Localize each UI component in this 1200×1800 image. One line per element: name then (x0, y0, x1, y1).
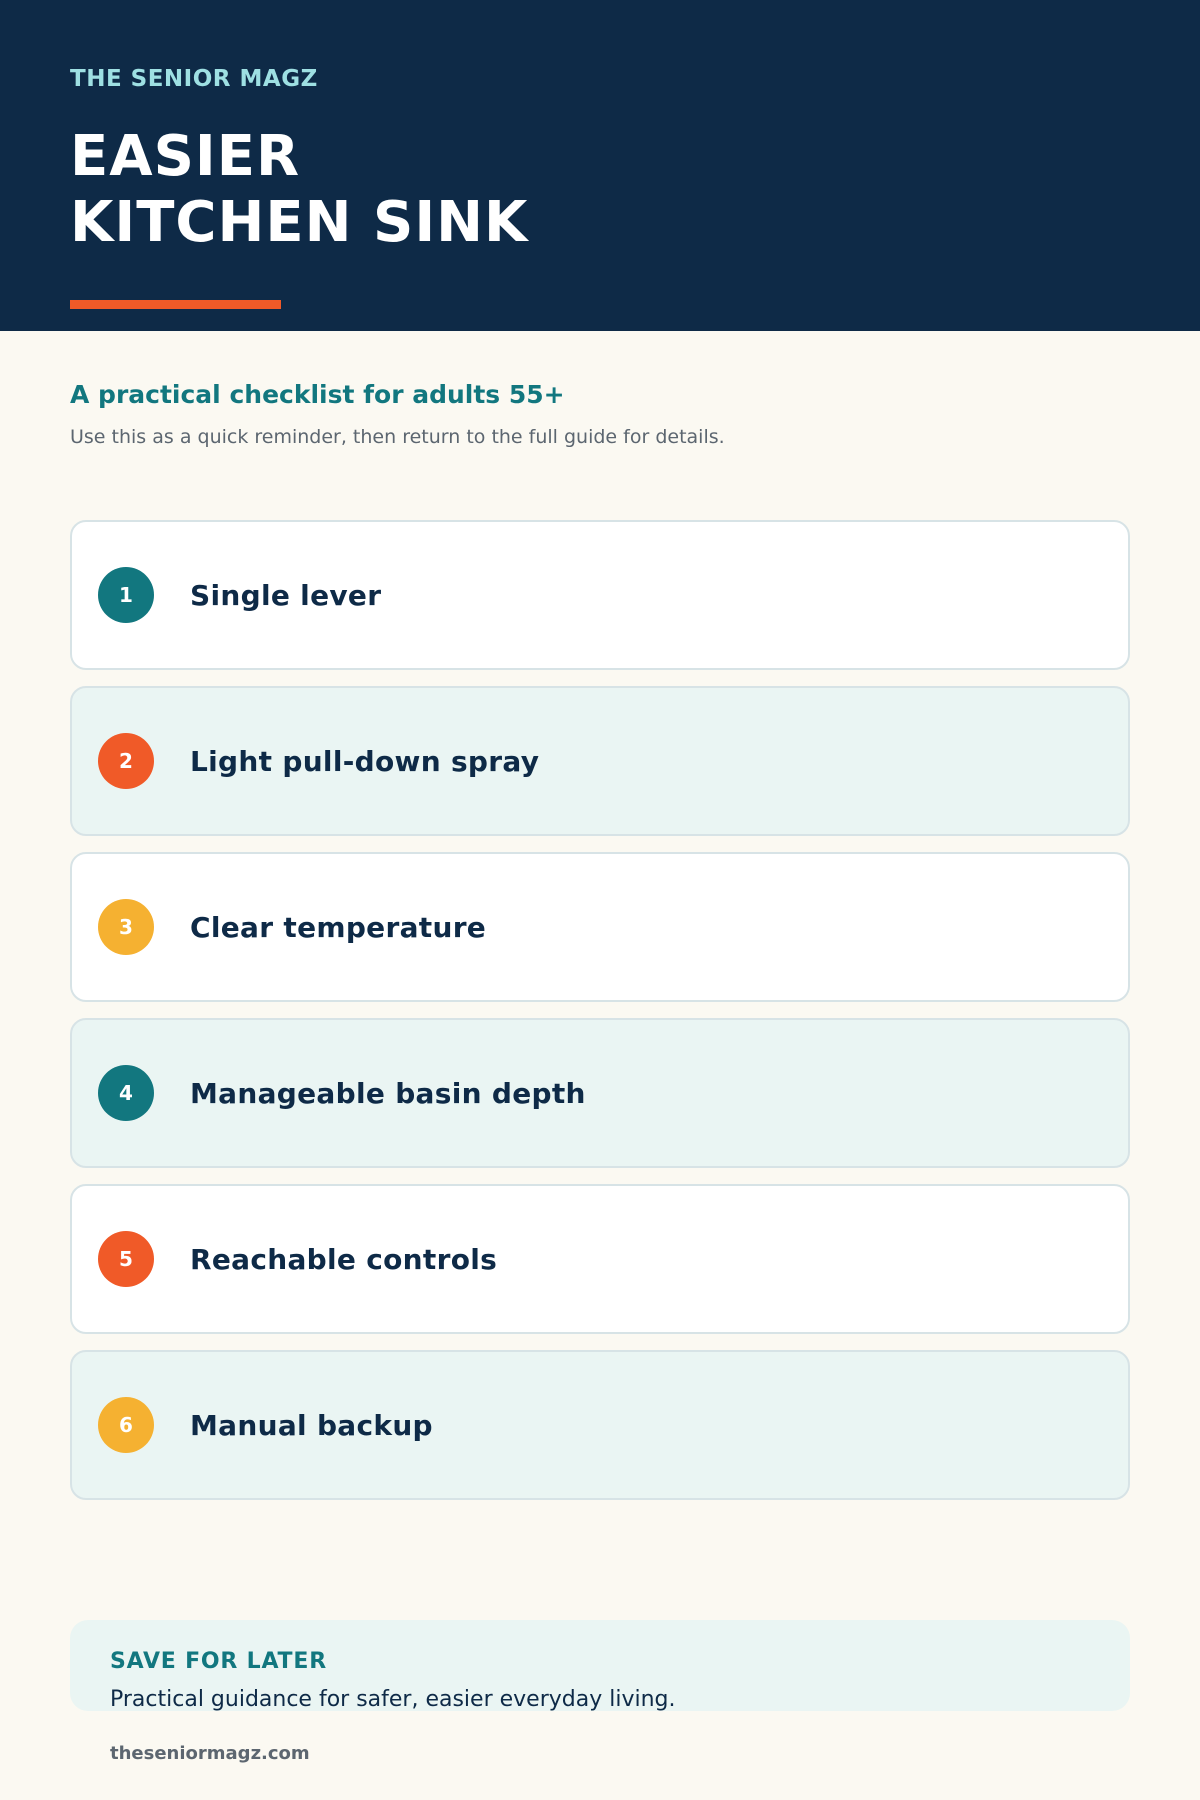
item-number-badge: 5 (98, 1231, 154, 1287)
brand-name: THE SENIOR MAGZ (70, 66, 318, 92)
item-label: Single lever (190, 578, 382, 612)
page-header (0, 0, 1200, 331)
item-number-badge: 2 (98, 733, 154, 789)
item-label: Manageable basin depth (190, 1076, 586, 1110)
checklist-subtitle: A practical checklist for adults 55+ (70, 380, 565, 409)
item-label: Manual backup (190, 1408, 433, 1442)
item-number-badge: 6 (98, 1397, 154, 1453)
checklist-item (70, 852, 1130, 1002)
checklist-item (70, 1018, 1130, 1168)
page-title (70, 124, 528, 256)
checklist-description: Use this as a quick reminder, then return to the full guide for details. (70, 426, 725, 448)
item-label: Clear temperature (190, 910, 487, 944)
title-accent-bar (70, 300, 281, 309)
item-number-badge: 1 (98, 567, 154, 623)
checklist-item (70, 1184, 1130, 1334)
item-number-badge: 3 (98, 899, 154, 955)
item-number-badge: 4 (98, 1065, 154, 1121)
save-for-later-heading: SAVE FOR LATER (110, 1649, 327, 1674)
checklist-item (70, 520, 1130, 670)
checklist (70, 520, 1130, 1516)
item-label: Reachable controls (190, 1242, 498, 1276)
title-line-2: KITCHEN SINK (70, 190, 529, 255)
title-line-1: EASIER (70, 124, 301, 189)
save-for-later-text: Practical guidance for safer, easier everyday living. (110, 1687, 676, 1712)
checklist-item (70, 686, 1130, 836)
site-url: theseniormagz.com (110, 1743, 310, 1764)
checklist-item (70, 1350, 1130, 1500)
item-label: Light pull-down spray (190, 744, 540, 778)
